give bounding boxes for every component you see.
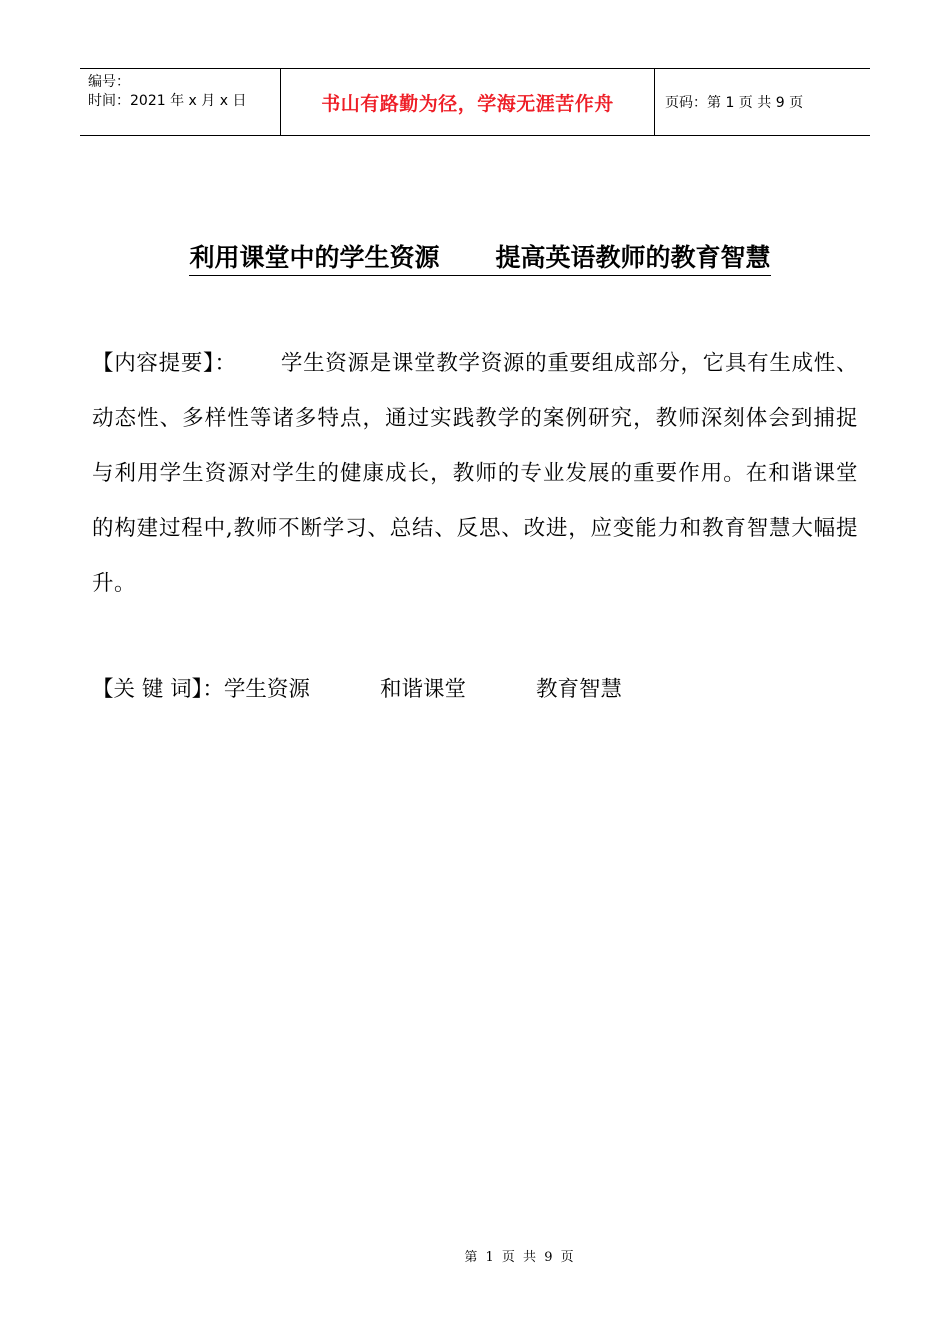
header-motto: 书山有路勤为径，学海无涯苦作舟 [281,69,655,135]
title-part-2: 提高英语教师的教育智慧 [495,243,771,272]
title-part-1: 利用课堂中的学生资源 [189,243,440,272]
header-page-info: 页码：第 1 页 共 9 页 [665,95,804,111]
keywords-label: 【关 键 词】： [92,677,224,702]
keywords-line [92,672,622,708]
abstract-label: 【内容提要】： [92,351,237,376]
abstract-paragraph [92,336,858,611]
page-footer: 第 1 页 共 9 页 [464,1250,576,1265]
title-underline [189,241,770,276]
keyword-item: 教育智慧 [535,677,622,702]
keyword-item: 学生资源 [223,677,310,702]
document-time-label: 时间：2021 年 x 月 x 日 [88,93,247,109]
document-number-label: 编号： [88,74,130,90]
document-title [0,240,950,276]
page-header [80,68,870,136]
abstract-text: 学生资源是课堂教学资源的重要组成部分，它具有生成性、动态性、多样性等诸多特点，通过实践教学的案例研究，教师深刻体会到捕捉与利用学生资源对学生的健康成长，教师的专业发展的重要作用。在和谐课堂的构建过程中,教师不断学习、总结、反思、改进，应变能力和教育智慧大幅提升。 [92,351,858,596]
keyword-item: 和谐课堂 [379,677,466,702]
header-info-cell [80,69,281,135]
